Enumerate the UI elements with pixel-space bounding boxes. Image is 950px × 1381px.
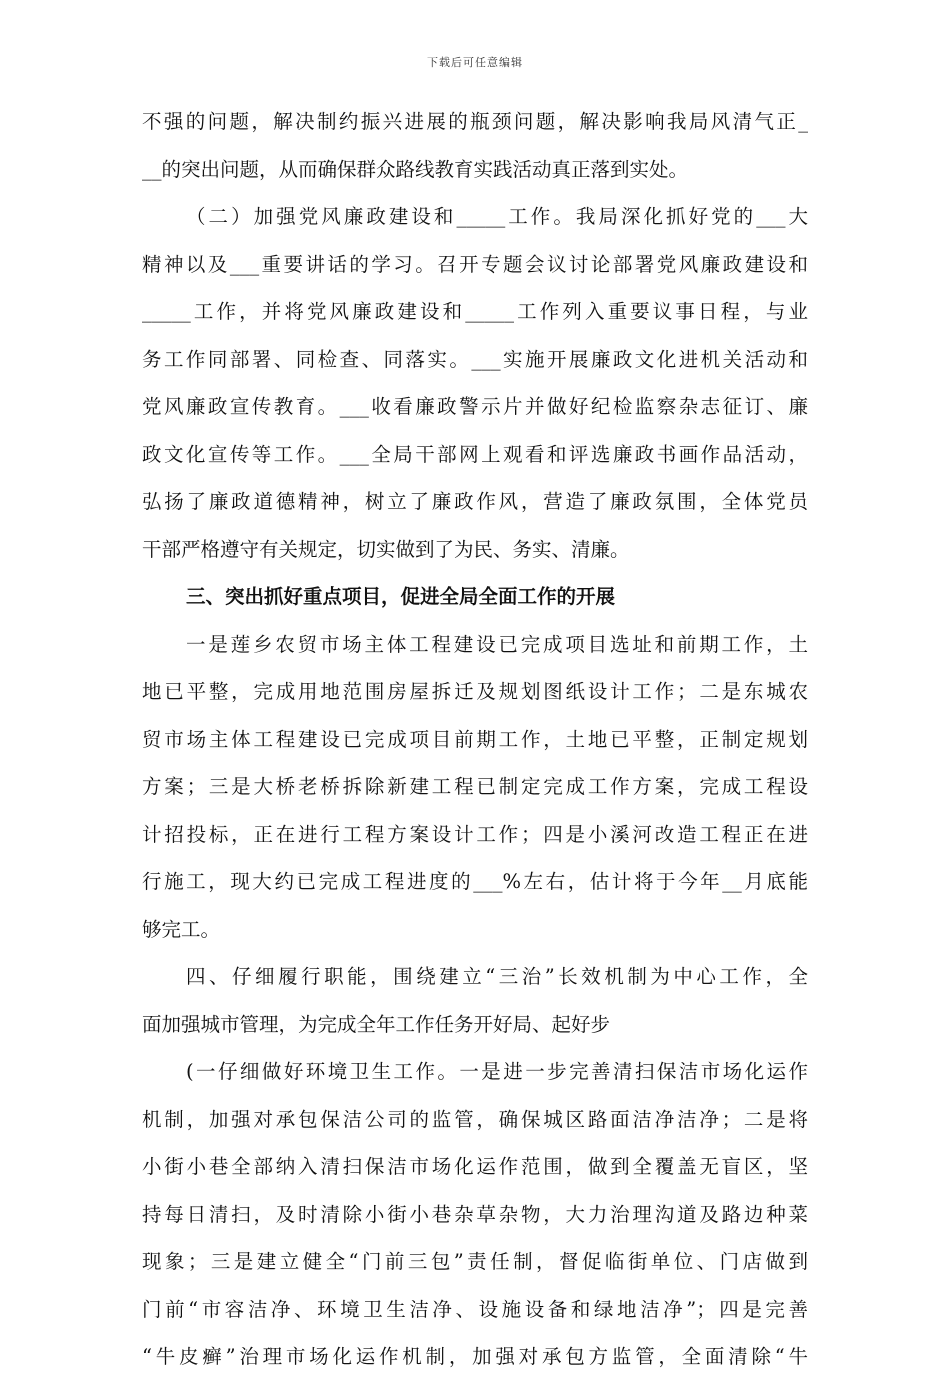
text-line: 够完工。: [142, 917, 221, 941]
text-line: _____工作，并将党风廉政建设和_____工作列入重要议事日程，与业: [142, 300, 808, 323]
text-line: 小街小巷全部纳入清扫保洁市场化运作范围，做到全覆盖无盲区，坚: [142, 1155, 808, 1178]
text-line: 政文化宣传等工作。___全局干部网上观看和评选廉政书画作品活动，: [142, 442, 808, 466]
text-line: 门前“市容洁净、环境卫生洁净、设施设备和绿地洁净”；四是完善: [142, 1297, 808, 1321]
text-line: 持每日清扫，及时清除小街小巷杂草杂物，大力治理沟道及路边种菜: [142, 1202, 808, 1226]
text-line: 干部严格遵守有关规定，切实做到了为民、务实、清廉。: [142, 537, 630, 561]
text-line: 面加强城市管理，为完成全年工作任务开好局、起好步: [142, 1012, 611, 1036]
text-line: __的突出问题，从而确保群众路线教育实践活动真正落到实处。: [142, 157, 689, 181]
text-line: (一仔细做好环境卫生工作。一是进一步完善清扫保洁市场化运作: [186, 1060, 808, 1083]
text-line: 计招投标，正在进行工程方案设计工作；四是小溪河改造工程正在进: [142, 822, 808, 846]
text-line: “牛皮癣”治理市场化运作机制，加强对承包方监管，全面清除“牛: [142, 1345, 808, 1368]
page-header: 下载后可任意编辑: [427, 56, 523, 69]
text-line: 精神以及___重要讲话的学习。召开专题会议讨论部署党风廉政建设和: [142, 252, 808, 276]
text-line: 务工作同部署、同检查、同落实。___实施开展廉政文化进机关活动和: [142, 347, 808, 371]
text-line: 地已平整，完成用地范围房屋拆迁及规划图纸设计工作；二是东城农: [142, 680, 808, 703]
text-line: 贸市场主体工程建设已完成项目前期工作，土地已平整，正制定规划: [142, 727, 808, 751]
text-line: 不强的问题，解决制约振兴进展的瓶颈问题，解决影响我局风清气正_: [142, 110, 808, 133]
text-line: 四、仔细履行职能，围绕建立“三治”长效机制为中心工作，全: [186, 965, 808, 988]
text-line: 党风廉政宣传教育。___收看廉政警示片并做好纪检监察杂志征订、廉: [142, 395, 808, 418]
text-line: 现象；三是建立健全“门前三包”责任制，督促临街单位、门店做到: [142, 1250, 808, 1273]
section-heading: 三、突出抓好重点项目，促进全局全面工作的开展: [186, 585, 616, 608]
text-line: 方案；三是大桥老桥拆除新建工程已制定完成工作方案，完成工程设: [142, 775, 808, 798]
document-body: [142, 98, 808, 1381]
text-line: 机制，加强对承包保洁公司的监管，确保城区路面洁净洁净；二是将: [142, 1107, 808, 1131]
text-line: （二）加强党风廉政建设和_____工作。我局深化抓好党的___大: [186, 205, 808, 228]
text-line: 弘扬了廉政道德精神，树立了廉政作风，营造了廉政氛围，全体党员: [142, 490, 808, 513]
text-line: 一是莲乡农贸市场主体工程建设已完成项目选址和前期工作，土: [186, 632, 808, 656]
text-line: 行施工，现大约已完成工程进度的___%左右，估计将于今年__月底能: [142, 870, 808, 893]
